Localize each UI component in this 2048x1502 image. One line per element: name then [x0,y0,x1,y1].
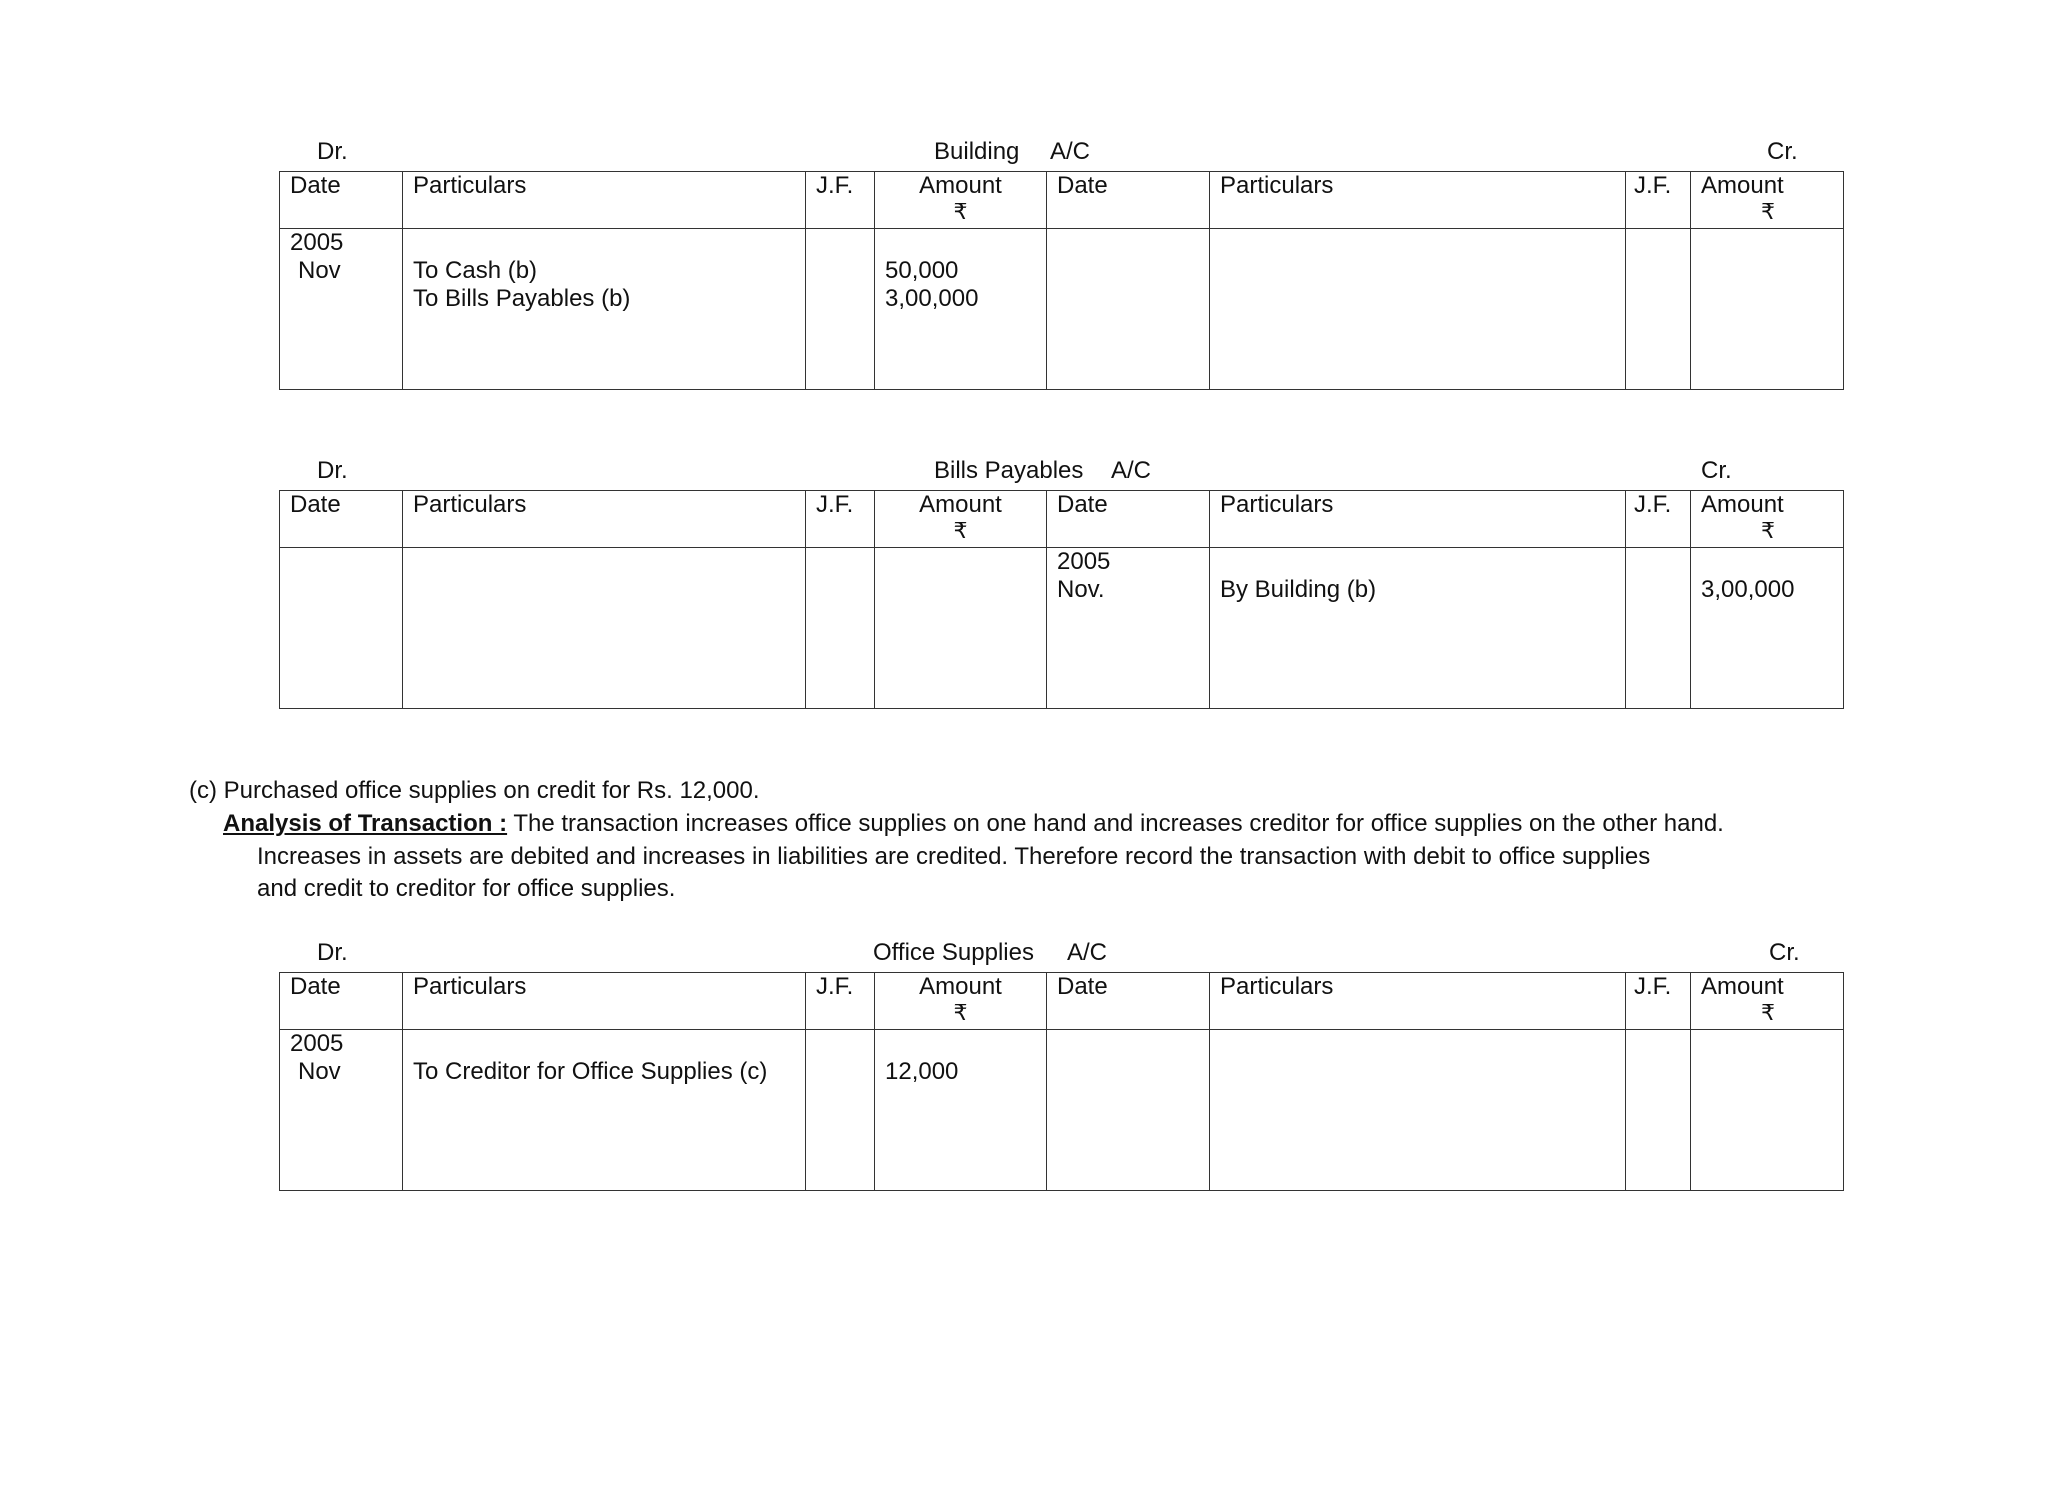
ledger-title: Bills Payables [934,457,1084,484]
ledger-header [279,137,1843,171]
amount-header: Amount ₹ [875,973,1047,1030]
particulars-header: Particulars [1210,973,1626,1030]
jf-cell [806,548,875,709]
amount-cell: 50,000 3,00,000 [875,229,1047,390]
particulars-cell: By Building (b) [1210,548,1626,709]
date-header: Date [280,172,403,229]
ledger-table [279,490,1844,709]
header-row [280,172,1844,229]
analysis-line-2: Increases in assets are debited and increases in liabilities are credited. Therefore record the transaction with debit to office supplies [257,843,1651,870]
date-cell [1047,1030,1210,1191]
rupee-icon: ₹ [1761,1000,1775,1025]
ac-label: A/C [1111,457,1152,484]
amount-header: Amount ₹ [875,491,1047,548]
particulars-cell [1210,229,1626,390]
amount-cell [875,548,1047,709]
jf-header: J.F. [806,973,875,1030]
particulars-header: Particulars [403,491,806,548]
cr-label: Cr. [1767,138,1798,165]
amount-header: Amount ₹ [1691,172,1844,229]
jf-cell [1626,1030,1691,1191]
ac-label: A/C [1067,939,1108,966]
amount-cell: 3,00,000 [1691,548,1844,709]
section-c-heading: (c) Purchased office supplies on credit for Rs. 12,000. [189,777,760,804]
jf-header: J.F. [806,172,875,229]
jf-header: J.F. [1626,491,1691,548]
amount-header: Amount ₹ [875,172,1047,229]
analysis-line-1: Analysis of Transaction : The transaction increases office supplies on one hand and increases creditor for office supplies on the other hand. [223,810,1724,837]
analysis-label: Analysis of Transaction : [223,810,508,837]
jf-cell [806,1030,875,1191]
office-supplies-ledger [279,938,1843,1191]
ac-label: A/C [1050,138,1091,165]
entry-row [280,229,1844,390]
jf-cell [1626,548,1691,709]
particulars-cell: To Creditor for Office Supplies (c) [403,1030,806,1191]
dr-label: Dr. [317,939,348,966]
ledger-header [279,456,1843,490]
rupee-icon: ₹ [953,518,968,543]
particulars-header: Particulars [1210,172,1626,229]
amount-cell [1691,229,1844,390]
particulars-header: Particulars [1210,491,1626,548]
date-header: Date [280,973,403,1030]
bills-payables-ledger [279,456,1843,709]
rupee-icon: ₹ [1761,518,1775,543]
amount-cell: 12,000 [875,1030,1047,1191]
date-cell: 2005 Nov. [1047,548,1210,709]
amount-cell [1691,1030,1844,1191]
particulars-cell [1210,1030,1626,1191]
amount-header: Amount ₹ [1691,973,1844,1030]
header-row [280,491,1844,548]
analysis-line-3: and credit to creditor for office supplies. [257,875,676,902]
jf-header: J.F. [806,491,875,548]
entry-row [280,548,1844,709]
date-cell: 2005 Nov [280,229,403,390]
particulars-cell [403,548,806,709]
cr-label: Cr. [1769,939,1800,966]
jf-header: J.F. [1626,973,1691,1030]
header-row [280,973,1844,1030]
rupee-icon: ₹ [953,1000,968,1025]
jf-cell [806,229,875,390]
jf-header: J.F. [1626,172,1691,229]
date-cell [1047,229,1210,390]
building-ledger [279,137,1843,390]
amount-header: Amount ₹ [1691,491,1844,548]
date-cell: 2005 Nov [280,1030,403,1191]
particulars-header: Particulars [403,973,806,1030]
particulars-header: Particulars [403,172,806,229]
cr-label: Cr. [1701,457,1732,484]
jf-cell [1626,229,1691,390]
ledger-title: Building [934,138,1020,165]
particulars-cell: To Cash (b) To Bills Payables (b) [403,229,806,390]
date-cell [280,548,403,709]
date-header: Date [280,491,403,548]
rupee-icon: ₹ [953,199,968,224]
dr-label: Dr. [317,457,348,484]
ledger-header [279,938,1843,972]
date-header: Date [1047,491,1210,548]
dr-label: Dr. [317,138,348,165]
rupee-icon: ₹ [1761,199,1775,224]
ledger-title: Office Supplies [873,939,1034,966]
date-header: Date [1047,973,1210,1030]
ledger-table [279,972,1844,1191]
ledger-table [279,171,1844,390]
entry-row [280,1030,1844,1191]
date-header: Date [1047,172,1210,229]
